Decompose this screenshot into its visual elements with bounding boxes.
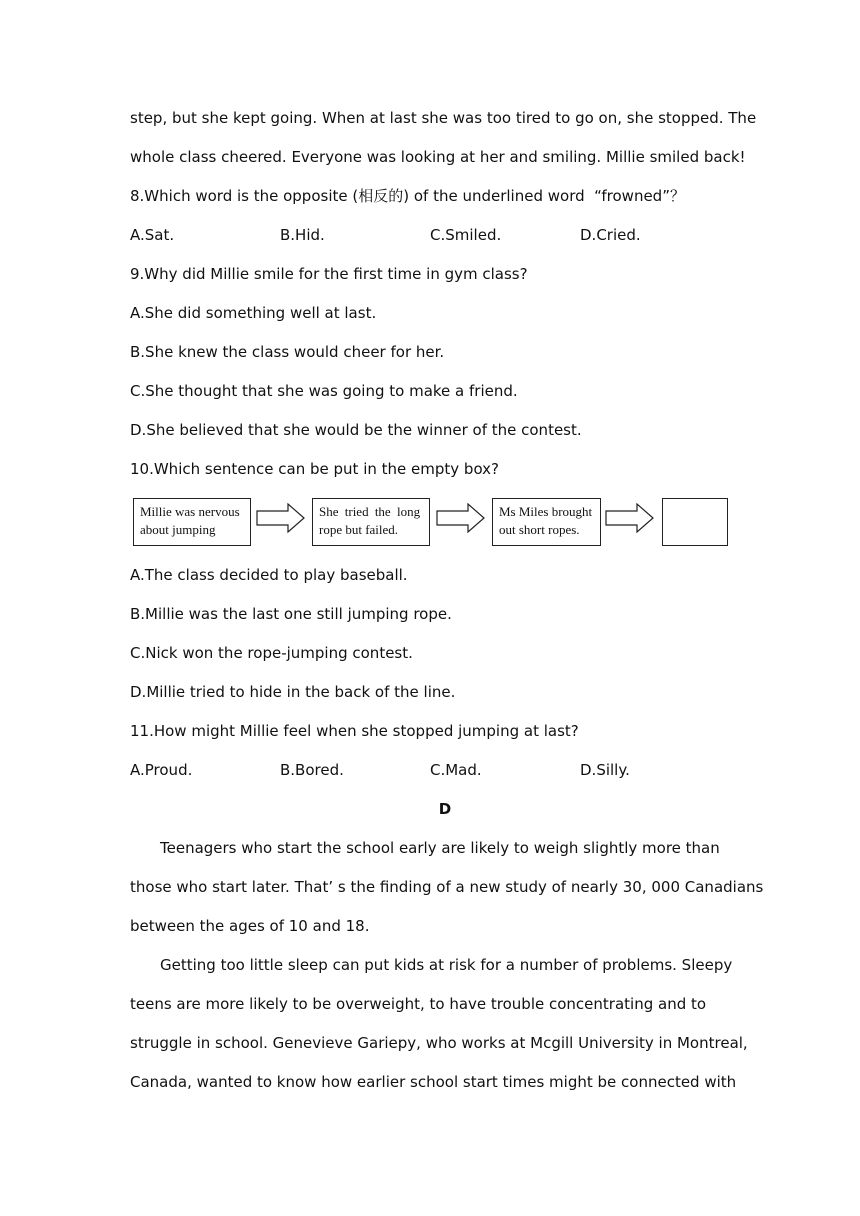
passage-c-line-2: whole class cheered. Everyone was looking at her and smiling. Millie smiled back! <box>130 148 746 166</box>
q10-option-d: D.Millie tried to hide in the back of the line. <box>130 683 456 701</box>
section-d-line-4: Getting too little sleep can put kids at risk for a number of problems. Sleepy <box>160 956 733 974</box>
q9-option-d: D.She believed that she would be the winner of the contest. <box>130 421 582 439</box>
flow-arrow-3-icon <box>605 503 655 533</box>
flow-arrow-1-icon <box>256 503 306 533</box>
flow-box-1-line-2: about jumping <box>140 522 216 537</box>
q11-option-d: D.Silly. <box>580 761 630 779</box>
section-d-line-6: struggle in school. Genevieve Gariepy, who works at Mcgill University in Montreal, <box>130 1034 748 1052</box>
flow-box-empty <box>662 498 728 546</box>
section-d-heading: D <box>438 800 452 818</box>
q10-option-c: C.Nick won the rope-jumping contest. <box>130 644 413 662</box>
q11-option-b: B.Bored. <box>280 761 344 779</box>
question-9: 9.Why did Millie smile for the first time in gym class? <box>130 265 528 283</box>
flow-box-2 <box>312 498 430 546</box>
section-d-line-7: Canada, wanted to know how earlier school start times might be connected with <box>130 1073 737 1091</box>
q9-option-b: B.She knew the class would cheer for her. <box>130 343 445 361</box>
q9-option-c: C.She thought that she was going to make a friend. <box>130 382 518 400</box>
flow-box-1-line-1: Millie was nervous <box>140 504 240 519</box>
section-d-line-2: those who start later. That’ s the finding of a new study of nearly 30, 000 Canadians <box>130 878 764 896</box>
q8-option-d: D.Cried. <box>580 226 641 244</box>
question-11: 11.How might Millie feel when she stopped jumping at last? <box>130 722 579 740</box>
flow-box-1 <box>133 498 251 546</box>
flow-box-2-line-1: She tried the long <box>319 504 421 519</box>
q8-option-a: A.Sat. <box>130 226 175 244</box>
q11-option-c: C.Mad. <box>430 761 482 779</box>
q8-option-b: B.Hid. <box>280 226 325 244</box>
passage-c-line-1: step, but she kept going. When at last she was too tired to go on, she stopped. The <box>130 109 757 127</box>
q10-option-b: B.Millie was the last one still jumping rope. <box>130 605 452 623</box>
q9-option-a: A.She did something well at last. <box>130 304 377 322</box>
section-d-line-3: between the ages of 10 and 18. <box>130 917 370 935</box>
question-10: 10.Which sentence can be put in the empty box? <box>130 460 499 478</box>
flow-box-3-line-1: Ms Miles brought <box>499 504 593 519</box>
q8-option-c: C.Smiled. <box>430 226 502 244</box>
flow-box-3 <box>492 498 601 546</box>
flow-arrow-2-icon <box>436 503 486 533</box>
q10-option-a: A.The class decided to play baseball. <box>130 566 408 584</box>
question-8: 8.Which word is the opposite (相反的) of the underlined word “frowned”？ <box>130 187 685 205</box>
section-d-line-5: teens are more likely to be overweight, to have trouble concentrating and to <box>130 995 707 1013</box>
flow-box-2-line-2: rope but failed. <box>319 522 399 537</box>
q11-option-a: A.Proud. <box>130 761 193 779</box>
section-d-line-1: Teenagers who start the school early are likely to weigh slightly more than <box>160 839 720 857</box>
flow-box-3-line-2: out short ropes. <box>499 522 580 537</box>
